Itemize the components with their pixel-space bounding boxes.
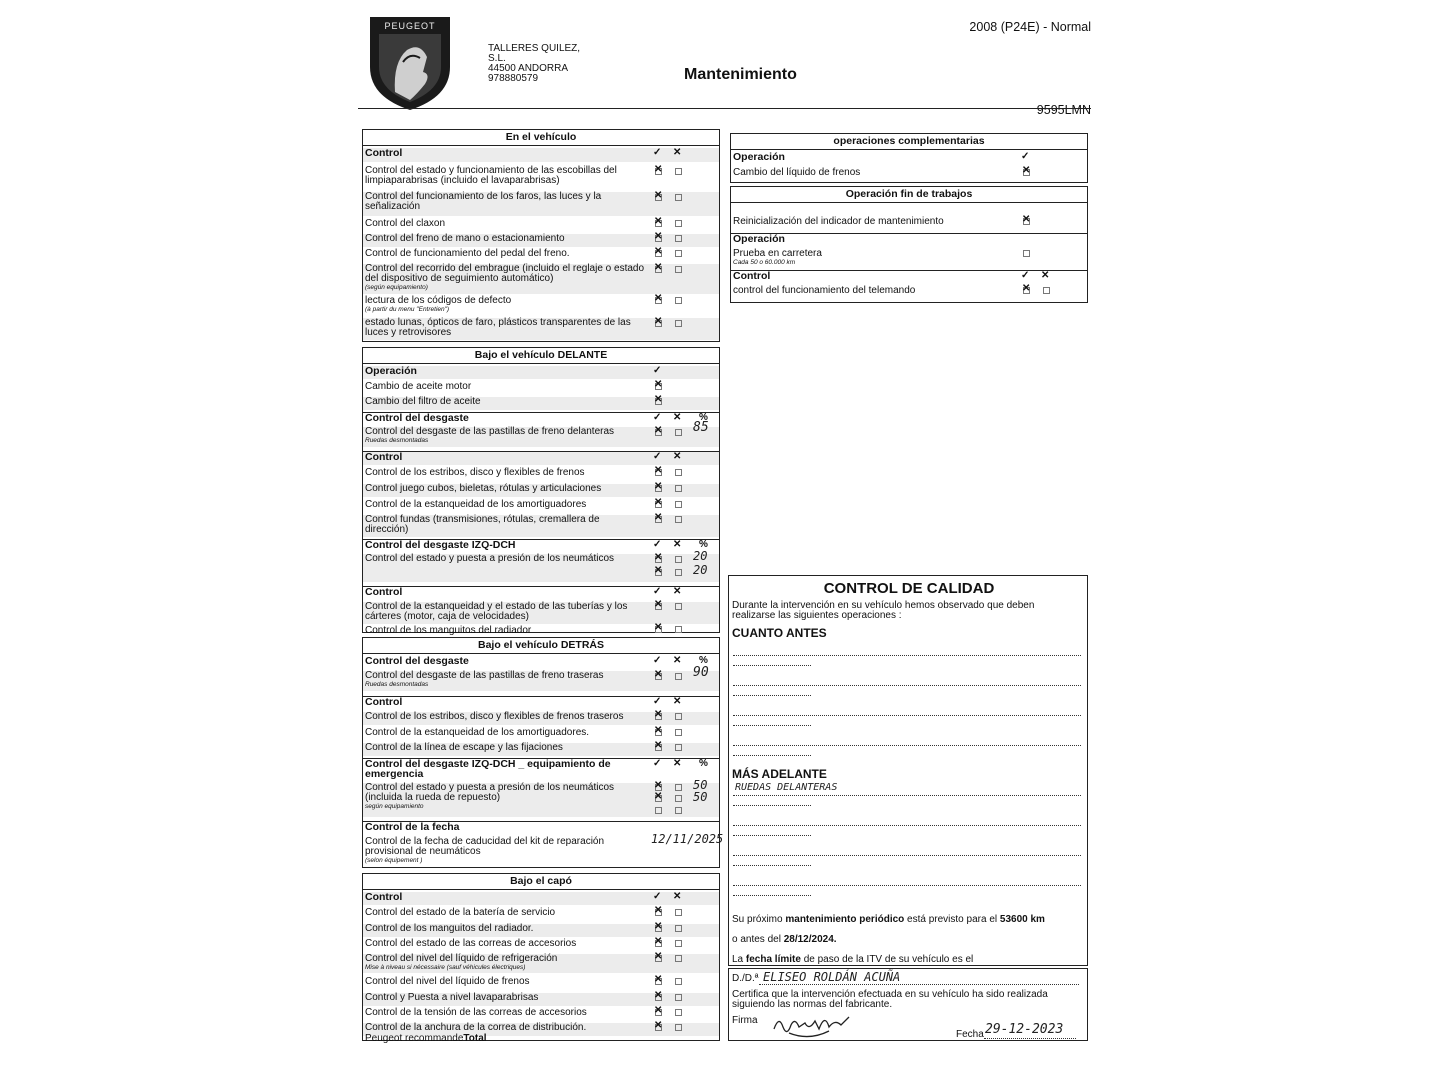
- mas-adelante-line: [733, 864, 811, 866]
- page-title: Mantenimiento: [684, 66, 797, 83]
- section-title: Bajo el vehículo DETRÁS: [363, 638, 719, 654]
- list-item: Reinicialización del indicador de mantenimiento ✕: [731, 217, 1087, 231]
- checkbox-ok[interactable]: [655, 1009, 662, 1016]
- checkbox-ok[interactable]: [655, 429, 662, 436]
- fecha-header: Control de la fecha: [363, 821, 719, 835]
- section-title: Operación fin de trabajos: [731, 187, 1087, 203]
- capo-footer: Peugeot recommandeTotal: [365, 1033, 487, 1044]
- operacion-header: Operación: [731, 233, 1087, 247]
- checkbox-ok[interactable]: [655, 485, 662, 492]
- list-item: Control del estado de las correas de accesorios ✕: [363, 939, 719, 952]
- checkbox-ko[interactable]: [675, 485, 682, 492]
- list-item: Control del nivel del líquido de frenos ✕: [363, 977, 719, 990]
- checkbox-ok[interactable]: [655, 673, 662, 680]
- pastillas-percent: 85: [693, 420, 709, 435]
- checkbox-ko[interactable]: [675, 220, 682, 227]
- calidad-title: CONTROL DE CALIDAD: [823, 580, 995, 597]
- list-item: Control del desgaste de las pastillas de freno traseras Ruedas desmontadas ✕ 90: [363, 671, 719, 691]
- list-item: Control de funcionamiento del pedal del freno. ✕: [363, 249, 719, 262]
- cuanto-antes-line: [733, 724, 811, 726]
- fecha-itv: La fecha límite de paso de la ITV de su vehículo es el: [732, 954, 974, 965]
- checkbox-ok[interactable]: [655, 795, 662, 802]
- checkbox-ok[interactable]: [655, 383, 662, 390]
- control-header: Control ✓ ✕: [731, 270, 1087, 284]
- izq-dch-header: Control del desgaste IZQ-DCH ✓ ✕ %: [363, 539, 719, 553]
- checkbox-ko[interactable]: [675, 501, 682, 508]
- cliente-nombre: ELISEO ROLDÁN ACUÑA: [763, 970, 901, 984]
- mas-adelante-line: [733, 894, 811, 896]
- checkbox-ok[interactable]: [655, 556, 662, 563]
- mas-adelante-line: [733, 834, 811, 836]
- dealer-info: [488, 44, 580, 84]
- checkbox-ok[interactable]: [655, 978, 662, 985]
- section-title: Bajo el capó: [363, 874, 719, 890]
- fecha-line: [984, 1038, 1076, 1039]
- izq-dch-header: Control del desgaste IZQ-DCH _ equipamiento de emergencia ✓ ✕ %: [363, 758, 719, 781]
- checkbox-ok[interactable]: [655, 994, 662, 1001]
- checkbox-ok[interactable]: [655, 398, 662, 405]
- list-item: Control juego cubos, bieletas, rótulas y articulaciones ✕: [363, 484, 719, 497]
- checkbox-ok[interactable]: [655, 320, 662, 327]
- mas-adelante-line: [733, 794, 1081, 796]
- mas-adelante-line: [733, 884, 1081, 886]
- cuanto-antes-line: [733, 694, 811, 696]
- cuanto-antes-line: [733, 684, 1081, 686]
- list-item: Control de la estanqueidad de los amortiguadores ✕: [363, 500, 719, 513]
- operacion-header: Operación ✓: [363, 366, 719, 379]
- section-bajo-capo: [362, 873, 720, 1044]
- cuanto-antes-label: CUANTO ANTES: [732, 626, 827, 640]
- checkbox-ko[interactable]: [675, 297, 682, 304]
- list-item: Control de la anchura de la correa de distribución. ✕: [363, 1023, 719, 1036]
- operacion-header: Operación ✓: [733, 151, 1030, 163]
- checkbox-ko[interactable]: [675, 569, 682, 576]
- checkbox-ko[interactable]: [675, 320, 682, 327]
- cuanto-antes-line: [733, 744, 1081, 746]
- list-item: Control del estado y puesta a presión de los neumáticos ✕ 20 ✕ 20: [363, 554, 719, 582]
- list-item: Control de la tensión de las correas de accesorios ✕: [363, 1008, 719, 1021]
- antes-del: o antes del 28/12/2024.: [732, 934, 837, 945]
- dealer-company: S.L.: [488, 53, 506, 64]
- checkbox-ko[interactable]: [675, 909, 682, 916]
- signature: [769, 1009, 859, 1041]
- neumatico-dch-percent: 50: [693, 790, 708, 804]
- ko-header: ✕: [673, 147, 682, 158]
- checkbox-ko[interactable]: [675, 556, 682, 563]
- proximo-mantenimiento: Su próximo mantenimiento periódico está previsto para el 53600 km: [732, 914, 1045, 925]
- firma-label: Firma: [732, 1015, 758, 1026]
- checkbox-ok[interactable]: [655, 501, 662, 508]
- checkbox-ko[interactable]: [675, 429, 682, 436]
- checkbox-ko[interactable]: [675, 626, 682, 633]
- calidad-intro: Durante la intervención en su vehículo hemos observado que deben realizarse las siguientes operaciones :: [732, 600, 1035, 621]
- list-item: Control de la estanqueidad de los amortiguadores. ✕: [363, 728, 719, 741]
- checkbox-ok[interactable]: [1023, 169, 1030, 176]
- list-item: lectura de los códigos de defecto (à partir du menu "Entretien") ✕: [363, 296, 719, 316]
- certifica-text: Certifica que la intervención efectuada en su vehículo ha sido realizada siguiendo las normas del fabricante.: [732, 989, 1048, 1010]
- checkbox-ko[interactable]: [675, 603, 682, 610]
- cuanto-antes-line: [733, 664, 811, 666]
- checkbox-ko[interactable]: [675, 168, 682, 175]
- list-item: Cambio del filtro de aceite ✕: [363, 397, 719, 410]
- checkbox-ok[interactable]: [655, 713, 662, 720]
- header-rule: [358, 108, 1091, 109]
- list-item: Control del estado y puesta a presión de los neumáticos (incluida la rueda de repuesto) según equipamiento ✕ 50 ✕ 50: [363, 783, 719, 817]
- checkbox-ok[interactable]: [1023, 250, 1030, 257]
- desgaste-header: Control del desgaste ✓ ✕ %: [363, 412, 719, 426]
- dealer-phone: 978880579: [488, 73, 539, 84]
- checkbox-ok[interactable]: [655, 194, 662, 201]
- checkbox-ok[interactable]: [1023, 287, 1030, 294]
- control-header: Control ✓ ✕: [363, 696, 719, 710]
- list-item: control del funcionamiento del telemando ✕: [731, 286, 1087, 299]
- list-item: Control del funcionamiento de los faros, las luces y la señalización ✕: [363, 192, 719, 216]
- checkbox-ko[interactable]: [675, 925, 682, 932]
- checkbox-ok[interactable]: [655, 909, 662, 916]
- logo-text: PEUGEOT: [384, 21, 436, 31]
- section-bajo-detras: [362, 637, 724, 868]
- fecha-label: Fecha: [956, 1029, 984, 1040]
- control2-header: Control ✓ ✕: [363, 586, 719, 600]
- fecha-firma: 29-12-2023: [985, 1022, 1064, 1037]
- vehicle-plate: 9595LMN: [1036, 103, 1091, 117]
- checkbox-ko[interactable]: [675, 266, 682, 273]
- section-en-vehiculo: [362, 129, 720, 342]
- mas-adelante-note: RUEDAS DELANTERAS: [735, 782, 838, 793]
- list-item: Control del claxon ✕: [363, 219, 719, 232]
- checkbox-ko[interactable]: [675, 729, 682, 736]
- mas-adelante-line: [733, 854, 1081, 856]
- control-header: Control ✓ ✕: [363, 148, 719, 162]
- cuanto-antes-line: [733, 754, 811, 756]
- checkbox-ko[interactable]: [675, 235, 682, 242]
- control-header: Control ✓ ✕: [363, 892, 719, 905]
- checkbox-ko[interactable]: [675, 713, 682, 720]
- checkbox-ok[interactable]: [655, 250, 662, 257]
- cuanto-antes-line: [733, 714, 1081, 716]
- checkbox-ok[interactable]: [655, 569, 662, 576]
- checkbox-ko[interactable]: [675, 673, 682, 680]
- pastillas-percent: 90: [693, 665, 709, 680]
- control-header: Control ✓ ✕: [363, 451, 719, 465]
- list-item: Control de los manguitos del radiador. ✕: [363, 924, 719, 937]
- list-item: Control de la fecha de caducidad del kit de reparación provisional de neumáticos (selon équipement ) 12/11/2025: [365, 832, 724, 864]
- checkbox-ok[interactable]: [1023, 218, 1030, 225]
- maintenance-sheet: [340, 0, 1110, 1080]
- checkbox-ko[interactable]: [675, 784, 682, 791]
- neumatico-izq-percent: 50: [693, 778, 708, 792]
- cuanto-antes-line: [733, 654, 1081, 656]
- section-title: En el vehículo: [363, 130, 719, 146]
- list-item: Control del freno de mano o estacionamiento ✕: [363, 234, 719, 247]
- section-firma: [728, 968, 1088, 1041]
- list-item: Control y Puesta a nivel lavaparabrisas ✕: [363, 993, 719, 1006]
- peugeot-logo: [365, 12, 455, 112]
- checkbox-ko[interactable]: [675, 194, 682, 201]
- checkbox-ok[interactable]: [655, 807, 662, 814]
- checkbox-ok[interactable]: [655, 940, 662, 947]
- checkbox-ok[interactable]: [655, 266, 662, 273]
- section-title: Bajo el vehículo DELANTE: [363, 348, 719, 364]
- dealer-address: 44500 ANDORRA: [488, 63, 569, 74]
- mas-adelante-line: [733, 824, 1081, 826]
- checkbox-ok[interactable]: [655, 955, 662, 962]
- section-fin-trabajos: [730, 186, 1088, 303]
- checkbox-ok[interactable]: [655, 168, 662, 175]
- list-item: Control del nivel del líquido de refrigeración Mise à niveau si nécessaire (sauf véhicules électriques) ✕: [363, 954, 719, 973]
- mas-adelante-line: [733, 804, 811, 806]
- checkbox-ko[interactable]: [675, 469, 682, 476]
- checkbox-ko[interactable]: [675, 744, 682, 751]
- checkbox-ok[interactable]: [655, 925, 662, 932]
- checkbox-ko[interactable]: [675, 955, 682, 962]
- checkbox-ko[interactable]: [675, 1024, 682, 1031]
- checkbox-ok[interactable]: [655, 729, 662, 736]
- neumatico-izq-percent: 20: [693, 549, 708, 563]
- checkbox-ko[interactable]: [675, 940, 682, 947]
- checkbox-ko[interactable]: [675, 516, 682, 523]
- list-item: Control de los manguitos del radiador ✕: [363, 626, 719, 637]
- checkbox-ko[interactable]: [675, 795, 682, 802]
- list-item: Control de la línea de escape y las fijaciones ✕: [363, 743, 719, 756]
- list-item: Cambio del líquido de frenos ✕: [731, 168, 1087, 181]
- checkbox-ko[interactable]: [675, 250, 682, 257]
- checkbox-ko[interactable]: [675, 978, 682, 985]
- list-item: Control del estado y funcionamiento de las escobillas del limpiaparabrisas (incluido el lavaparabrisas) ✕: [363, 166, 719, 190]
- list-item: Control del estado de la batería de servicio ✕: [363, 908, 719, 921]
- list-item: Control del desgaste de las pastillas de freno delanteras Ruedas desmontadas ✕ 85: [363, 427, 719, 447]
- list-item: Cambio de aceite motor ✕: [363, 382, 719, 395]
- checkbox-ok[interactable]: [655, 784, 662, 791]
- checkbox-ko[interactable]: [1043, 287, 1050, 294]
- mas-adelante-label: MÁS ADELANTE: [732, 767, 827, 781]
- checkbox-ok[interactable]: [655, 220, 662, 227]
- list-item: Control de los estribos, disco y flexibles de frenos ✕: [363, 468, 719, 481]
- checkbox-ko[interactable]: [675, 994, 682, 1001]
- checkbox-ok[interactable]: [655, 235, 662, 242]
- checkbox-ok[interactable]: [655, 516, 662, 523]
- section-complementarias: [730, 133, 1088, 183]
- section-title: operaciones complementarias: [731, 134, 1087, 150]
- section-bajo-delante: [362, 347, 720, 636]
- ok-header: ✓: [653, 147, 662, 158]
- list-item: Control de los estribos, disco y flexibles de frenos traseros ✕: [363, 712, 719, 725]
- list-item: Control del recorrido del embrague (incluido el reglaje o estado del dispositivo de seguimiento automático) (según equipamiento) ✕: [363, 264, 719, 294]
- checkbox-ok[interactable]: [655, 744, 662, 751]
- checkbox-ok[interactable]: [655, 603, 662, 610]
- checkbox-ok[interactable]: [655, 1024, 662, 1031]
- vehicle-model: 2008 (P24E) - Normal: [969, 20, 1091, 34]
- list-item: Control de la estanqueidad y el estado de las tuberías y los cárteres (motor, caja de velocidades) ✕: [363, 602, 719, 624]
- checkbox-ok[interactable]: [655, 626, 662, 633]
- list-item: Prueba en carretera Cada 50 o 60.000 km: [731, 249, 1087, 267]
- checkbox-ok[interactable]: [655, 297, 662, 304]
- checkbox-ko[interactable]: [675, 1009, 682, 1016]
- neumatico-dch-percent: 20: [693, 563, 708, 577]
- fecha-caducidad-kit: 12/11/2025: [651, 832, 724, 846]
- checkbox-ko[interactable]: [675, 807, 682, 814]
- checkbox-ok[interactable]: [655, 469, 662, 476]
- dotted-line: [759, 984, 1079, 985]
- list-item: Control fundas (transmisiones, rótulas, cremallera de dirección) ✕: [363, 515, 719, 537]
- list-item: estado lunas, ópticos de faro, plásticos transparentes de las luces y retrovisores ✕: [363, 318, 719, 340]
- dealer-name: TALLERES QUILEZ,: [488, 43, 581, 54]
- desgaste-header: Control del desgaste ✓ ✕ %: [365, 655, 708, 667]
- dd-label: D./D.ª: [732, 973, 759, 984]
- section-control-calidad: [728, 575, 1088, 966]
